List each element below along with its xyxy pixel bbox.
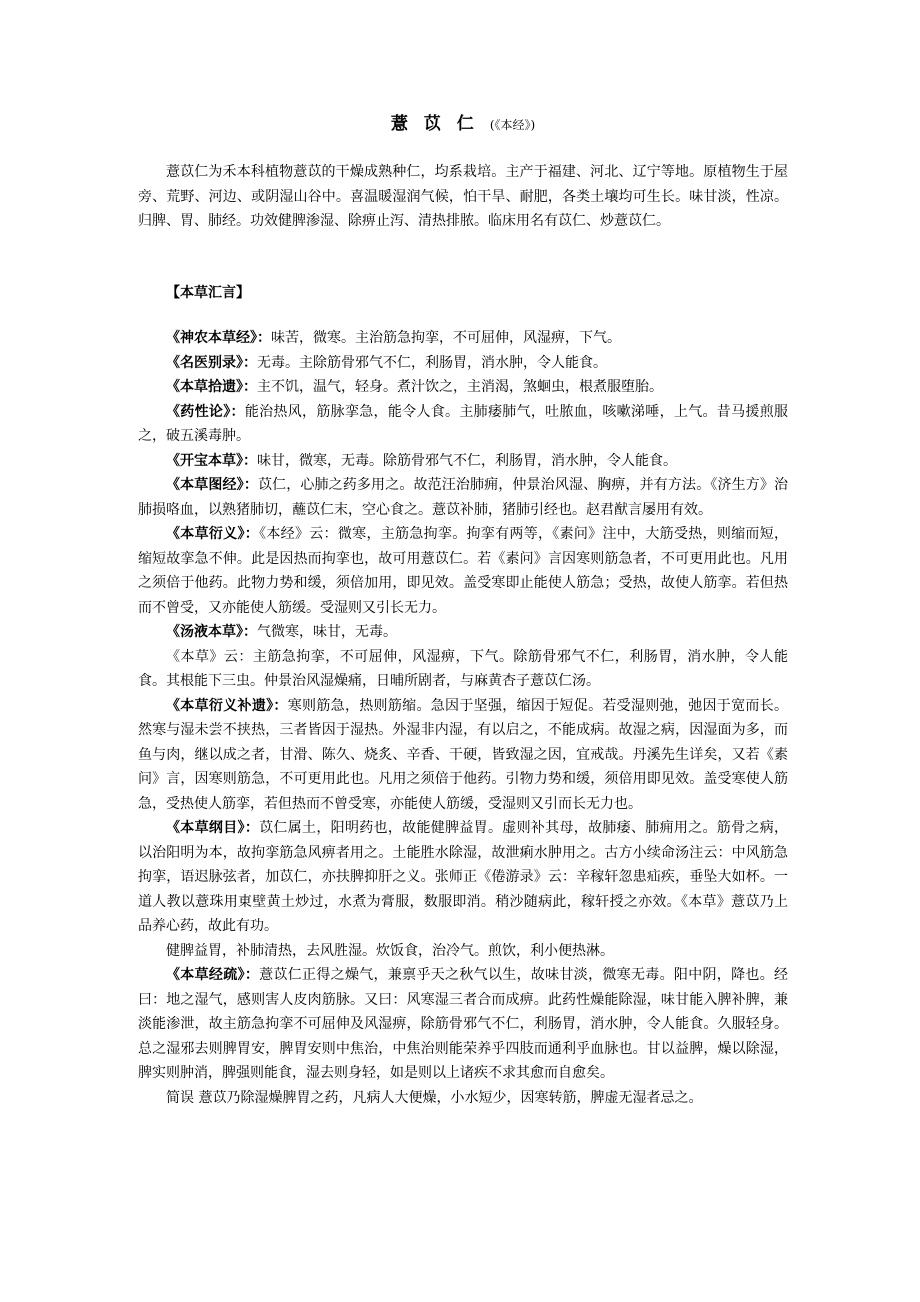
- entry-text: 气微寒，味甘，无毒。: [257, 624, 397, 640]
- entry-mingyi: [138, 351, 788, 376]
- entry-kaibao: [138, 449, 788, 474]
- title-main: 薏苡仁: [390, 114, 490, 134]
- entry-text: 苡仁属土，阳明药也，故能健脾益胃。虚则补其母，故肺痿、肺痈用之。筋骨之病，以治阳明为本，故拘挛筋急风痹者用之。土能胜水除湿，故泄痢水肿用之。古方小续命汤注云：中风筋急拘挛，语迟脉弦者，加苡仁，亦扶脾抑肝之义。张师正《倦游录》云：辛稼轩忽患疝疾，垂坠大如杯。一道人教以薏珠用東壁黄土炒过，水煮为膏服，数服即消。稍沙随病此，稼轩授之亦效。《本草》薏苡乃上品养心药，故此有功。: [138, 820, 789, 934]
- entry-yanyi: [138, 522, 788, 620]
- section-heading: 【本草汇言】: [166, 285, 250, 301]
- entry-source: 《本草经疏》：: [166, 967, 260, 983]
- entry-shennong: [138, 326, 788, 351]
- entry-text: 健脾益胃，补肺清热，去风胜湿。炊饭食，治冷气。煎饮，利小便热淋。: [166, 942, 614, 959]
- entry-tangye: [138, 620, 788, 645]
- entry-text: 味苦，微寒。主治筋急拘挛，不可屈伸，风湿痹，下气。: [271, 330, 621, 346]
- entry-source: 《本草衍义》：: [166, 526, 260, 542]
- entries-list: [138, 326, 788, 1110]
- entry-jianwu: [138, 1086, 788, 1111]
- entry-text: 能治热风，筋脉挛急，能令人食。主肺痿肺气，吐脓血，咳嗽涕唾，上气。昔马援煎服之，破五溪毒肿。: [138, 403, 789, 444]
- entry-text: 薏苡仁正得之燥气，兼禀乎天之秋气以生，故味甘淡，微寒无毒。阳中阴，降也。经曰：地之湿气，感则害人皮肉筋脉。又曰：风寒湿三者合而成痹。此药性燥能除湿，味甘能入脾补脾，兼淡能渗泄，故主筋急拘挛不可屈伸及风湿痹，除筋骨邪气不仁，利肠胃，消水肿，令人能食。久服轻身。总之湿邪去则脾胃安，脾胃安则中焦治，中焦治则能荣养乎四肢而通利乎血脉也。甘以益脾，燥以除湿，脾实则肿消，脾强则能食，湿去则身轻，如是则以上诸疾不求其愈而自愈矣。: [138, 967, 789, 1081]
- entry-text: 简误 薏苡乃除湿燥脾胃之药，凡病人大便燥，小水短少，因寒转筋，脾虚无湿者忌之。: [166, 1089, 703, 1106]
- entry-text: 《本草》云：主筋急拘挛，不可屈伸，风湿痹，下气。除筋骨邪气不仁，利肠胃，消水肿，令人能食。其根能下三虫。仲景治风湿燥痛，日晡所剧者，与麻黄杏子薏苡仁汤。: [138, 648, 788, 689]
- entry-source: 《本草纲目》：: [166, 820, 260, 836]
- entry-text: 主不饥，温气，轻身。煮汁饮之，主消渴，煞蛔虫，根煮服堕胎。: [257, 379, 663, 395]
- entry-tangye-cont: [138, 645, 788, 694]
- intro-section: [138, 160, 788, 234]
- entry-source: 《本草拾遗》：: [166, 379, 257, 395]
- entry-tujing: [138, 473, 788, 522]
- entry-jingshu: [138, 963, 788, 1086]
- intro-paragraph: 薏苡仁为禾本科植物薏苡的干燥成熟种仁，均系栽培。主产于福建、河北、辽宁等地。原植物生于屋旁、荒野、河边、或阴湿山谷中。喜温暖湿润气候，怕干旱、耐肥，各类土壤均可生长。味甘淡，性凉。归脾、胃、肺经。功效健脾渗湿、除痹止泻、清热排脓。临床用名有苡仁、炒薏苡仁。: [138, 164, 788, 229]
- entry-source: 《名医别录》：: [166, 354, 257, 371]
- entry-source: 《本草衍义补遗》：: [166, 697, 288, 714]
- entry-source: 《本草图经》：: [166, 477, 258, 493]
- page-title: [138, 112, 788, 137]
- entry-text: 寒则筋急，热则筋缩。急因于坚强，缩因于短促。若受湿则弛，弛因于宽而长。然寒与湿未尝不挟热，三者皆因于湿热。外湿非内湿，有以启之，不能成病。故湿之病，因湿面为多，而鱼与肉，继以成之者，甘滑、陈久、烧炙、辛香、干硬，皆致湿之因，宜戒哉。丹溪先生详矣，又若《素问》言，因寒则筋急，不可更用此也。凡用之须倍于他药。引物力势和缓，须倍用即见效。盖受寒使人筋急，受热使人筋挛，若但热而不曾受寒，亦能使人筋缓，受湿则又引而长无力也。: [138, 697, 789, 812]
- entry-shiyi: [138, 375, 788, 400]
- entry-text: 《本经》云：微寒，主筋急拘挛。拘挛有两等，《素问》注中，大筋受热，则缩而短，缩短故挛急不伸。此是因热而拘挛也，故可用薏苡仁。若《素问》言因寒则筋急者，不可更用此也。凡用之须倍于他药。此物力势和缓，须倍加用，即见效。盖受寒即止能使人筋急；受热，故使人筋挛。若但热而不曾受，又亦能使人筋缓。受湿则又引长无力。: [138, 526, 789, 616]
- entry-text: 无毒。主除筋骨邪气不仁，利肠胃，消水肿，令人能食。: [257, 354, 607, 371]
- entry-text: 苡仁，心肺之药多用之。故范汪治肺痈，仲景治风湿、胸痹，并有方法。《济生方》治肺损咯血，以熟猪肺切，蘸苡仁末，空心食之。薏苡补肺，猪肺引经也。赵君猷言屡用有效。: [138, 477, 789, 518]
- entry-text: 味甘，微寒，无毒。除筋骨邪气不仁，利肠胃，消水肿，令人能食。: [257, 452, 677, 469]
- entry-yanyi-buyi: [138, 694, 788, 817]
- entry-source: 《药性论》：: [166, 403, 245, 420]
- entry-yaoxing: [138, 400, 788, 449]
- entry-gangmu: [138, 816, 788, 939]
- entry-source: 《神农本草经》：: [166, 330, 271, 346]
- entry-gangmu-cont: [138, 939, 788, 964]
- entry-source: 《开宝本草》：: [166, 452, 257, 469]
- entry-source: 《汤液本草》：: [166, 624, 257, 640]
- title-source: (《本经》): [489, 118, 536, 132]
